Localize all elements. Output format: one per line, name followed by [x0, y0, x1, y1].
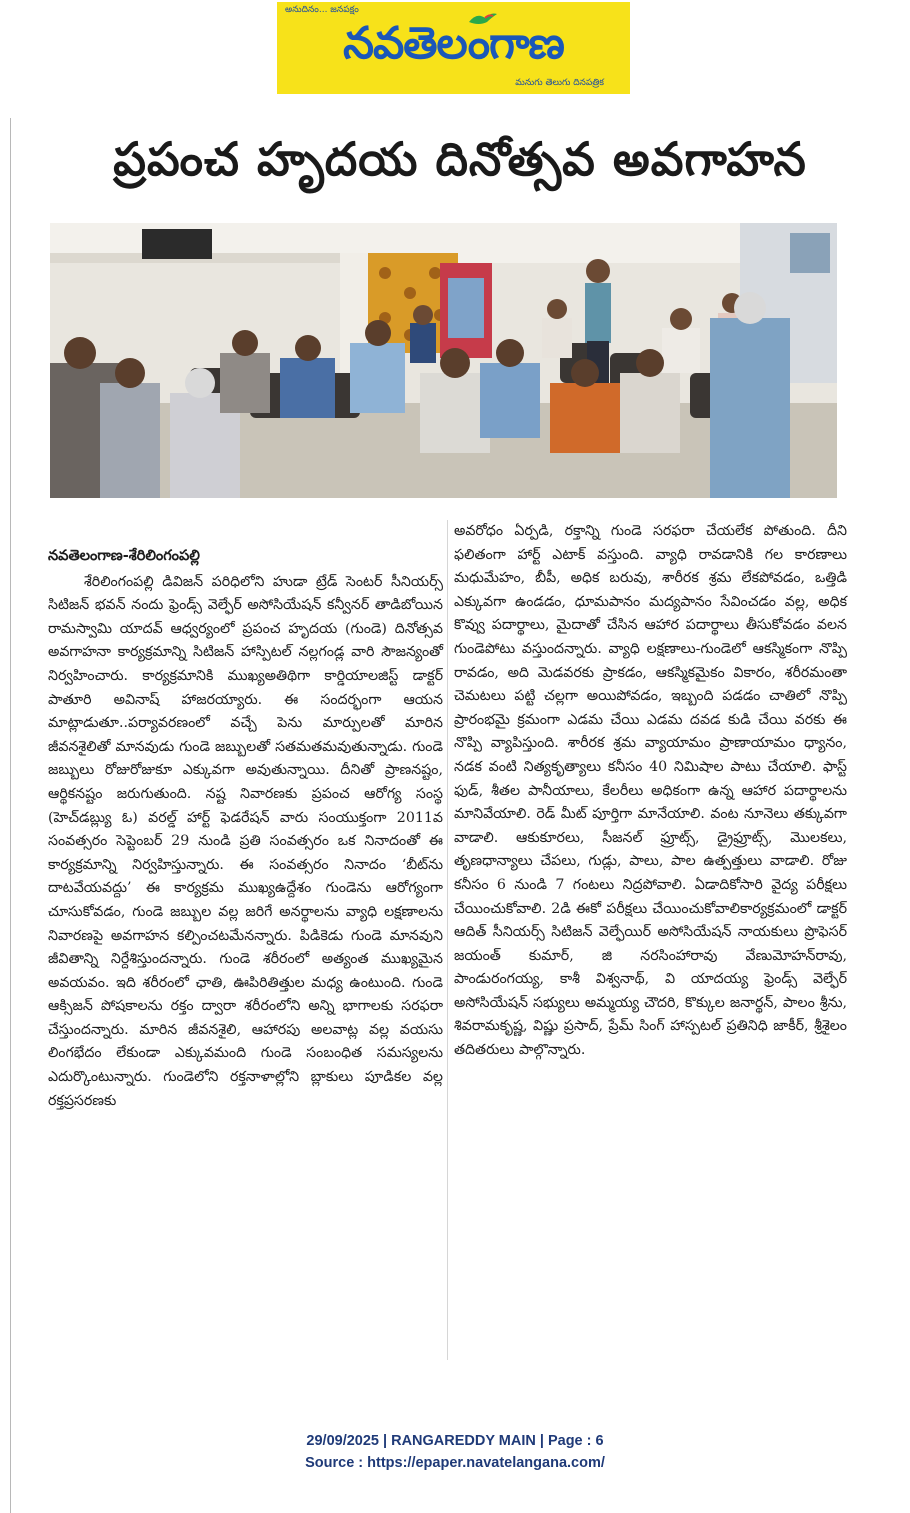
article-photo [50, 223, 837, 498]
masthead-sub-tagline: మనుగు తెలుగు దినపత్రిక [515, 78, 604, 88]
article-left-column [48, 545, 443, 1113]
left-column-rule [10, 118, 11, 1513]
article-headline: ప్రపంచ హృదయ దినోత్సవ అవగాహన [113, 132, 807, 186]
article-right-column [454, 520, 847, 1063]
masthead-logo: నవతెలంగాణ [343, 18, 564, 69]
article-right-text: అవరోధం ఏర్పడి, రక్తాన్ని గుండె సరఫరా చేయలేక పోతుంది. దీని ఫలితంగా హార్ట్ ఎటాక్ వస్తుంది. వ్యాధి రావడానికి గల కారణాలు మధుమేహం, బీపీ, అధిక బరువు, శారీరక శ్రమ లేకపోవడం, ఒత్తిడి ఎక్కువగా ఉండడం, ధూమపానం మద్యపానం సేవించడం వల్ల, అధిక కొవ్వు పదార్థాలు, మైదాతో చేసిన ఆహార పదార్థాలు తీసుకోవడం వలన గుండెపోటు వస్తుందన్నారు. వ్యాధి లక్షణాలు-గుండెలో ఆకస్మికంగా నొప్పి రావడం, అది మెడవరకు ప్రాకడం, ఆకస్మికమైకం వికారం, శరీరమంతా చెమటలు పట్టి చల్లగా అయిపోవడం, ఇబ్బంది పడడం చాతిలో నొప్పి ప్రారంభమై క్రమంగా ఎడమ చేయి ఎడమ దవడ కుడి చేయి వరకు ఈ నొప్పి వ్యాపిస్తుంది. శారీరక శ్రమ వ్యాయామం ప్రాణాయామం ధ్యానం, నడక వంటి నిత్యకృత్యాలు కనీసం 40 నిమిషాల పాటు చేయాలి. ఫాస్ట్ ఫుడ్, శీతల పానీయాలు, కేలరీలు అధికంగా ఉన్న ఆహార పదార్థాలను మానివేయాలి. రెడ్ మీట్ పూర్తిగా మానేయాలి. వంట నూనెలు తక్కువగా వాడాలి. ఆకుకూరలు, సీజనల్ ఫ్రూట్స్, డ్రైఫ్రూట్స్, మొలకలు, తృణధాన్యాలు చేపలు, గుడ్లు, పాలు, పాల ఉత్పత్తులు వాడాలి. రోజు కనీసం 6 నుండి 7 గంటలు నిద్రపోవాలి. ఏడాదికోసారి వైద్య పరీక్షలు చేయించుకోవాలి. 2డి ఈకో పరీక్షలు చేయించుకోవాలికార్యక్రమంలో డాక్టర్ ఆదిత్ సీనియర్స్ సిటిజన్ వెల్ఫేయిర్ అసోసియేషన్ నాయకులు ప్రొఫెసర్ జయంత్ కుమార్, జి నరసింహారావు వేణుమోహన్‌రావు, పాండురంగయ్య, కాశీ విశ్వనాథ్, వి యాదయ్య ఫ్రెండ్స్ వెల్ఫేర్ అసోసియేషన్ సభ్యులు అమ్మయ్య చౌదరి, కొక్కుల జనార్థన్, పాలం శ్రీను, శివరామకృష్ణ, విష్ణు ప్రసాద్, ప్రేమ్ సింగ్ హాస్పటల్ ప్రతినిధి జాకీర్, శ్రీశైలం తదితరులు పాల్గొన్నారు. [454, 523, 847, 1059]
column-divider [447, 520, 448, 1360]
article-dateline: నవతెలంగాణ-శేరిలింగంపల్లి [48, 548, 200, 564]
masthead-tagline: అనుదినం... జనపక్షం [285, 5, 359, 15]
article-left-text: శేరిలింగంపల్లి డివిజన్ పరిధిలోని హుడా ట్రేడ్ సెంటర్ సీనియర్స్ సిటిజన్ భవన్ నందు ఫ్రెండ్స్ వెల్ఫేర్ అసోసియేషన్ కన్వీనర్ తాడిబోయిన రామస్వామి యాదవ్ ఆధ్వర్యంలో ప్రపంచ హృదయ (గుండె) దినోత్సవ అవగాహనా కార్యక్రమాన్ని సిటిజన్ హాస్పిటల్ నల్లగండ్ల వారి సౌజన్యంతో నిర్వహించారు. కార్యక్రమానికి ముఖ్యఅతిథిగా కార్డియాలజిస్ట్ డాక్టర్ పాతూరి అవినాష్ హాజరయ్యారు. ఈ సందర్భంగా ఆయన మాట్లాడుతూ..పర్యావరణంలో వచ్చే పెను మార్పులతో మారిన జీవనశైలితో మానవుడు గుండె జబ్బులతో సతమతమవుతున్నాడు. గుండె జబ్బులు రోజురోజుకూ ఎక్కువగా అవుతున్నాయి. దీనితో ప్రాణనష్టం, ఆర్థికనష్టం జరుగుతుంది. నష్ట నివారణకు ప్రపంచ ఆరోగ్య సంస్థ (హెచ్‌డబ్ల్యు ఓ) వరల్డ్ హార్ట్ ఫెడరేషన్ వారు సంయుక్తంగా 2011వ సంవత్సరం సెప్టెంబర్ 29 నుండి ప్రతి సంవత్సరం ఒక నినాదంతో ఈ కార్యక్రమాన్ని నిర్వహిస్తున్నారు. ఈ సంవత్సరం నినాదం ‘బీట్‌ను దాటవేయవద్దు’ ఈ కార్యక్రమ ముఖ్యఉద్దేశం గుండెను ఆరోగ్యంగా చూసుకోవడం, గుండె జబ్బుల వల్ల జరిగే అనర్థాలను వ్యాధి లక్షణాలను నివారణపై అవగాహన కల్పించటమేనన్నారు. పిడికెడు గుండె మానవుని జీవితాన్ని నిర్దేశిస్తుందన్నారు. గుండె శరీరంలో అత్యంత ముఖ్యమైన అవయవం. ఇది శరీరంలో ఛాతి, ఊపిరితిత్తుల మధ్య ఉంటుంది. గుండె ఆక్సిజన్ పోషకాలను రక్తం ద్వారా శరీరంలోని అన్ని భాగాలకు సరఫరా చేస్తుందన్నారు. మారిన జీవనశైలి, ఆహారపు అలవాట్ల వల్ల వయసు లింగభేదం లేకుండా ఎక్కువమంది గుండె సంబంధిత సమస్యలను ఎదుర్కొంటున్నారు. గుండెలోని రక్తనాళాల్లోని బ్లాకులు పూడికల వల్ల రక్తప్రసరణకు [48, 573, 443, 1109]
footer-source-link[interactable]: Source : https://epaper.navatelangana.com/ [305, 1455, 605, 1471]
newspaper-masthead [277, 2, 630, 94]
page-footer [0, 1430, 910, 1474]
footer-edition-info: 29/09/2025 | RANGAREDDY MAIN | Page : 6 [306, 1433, 604, 1449]
